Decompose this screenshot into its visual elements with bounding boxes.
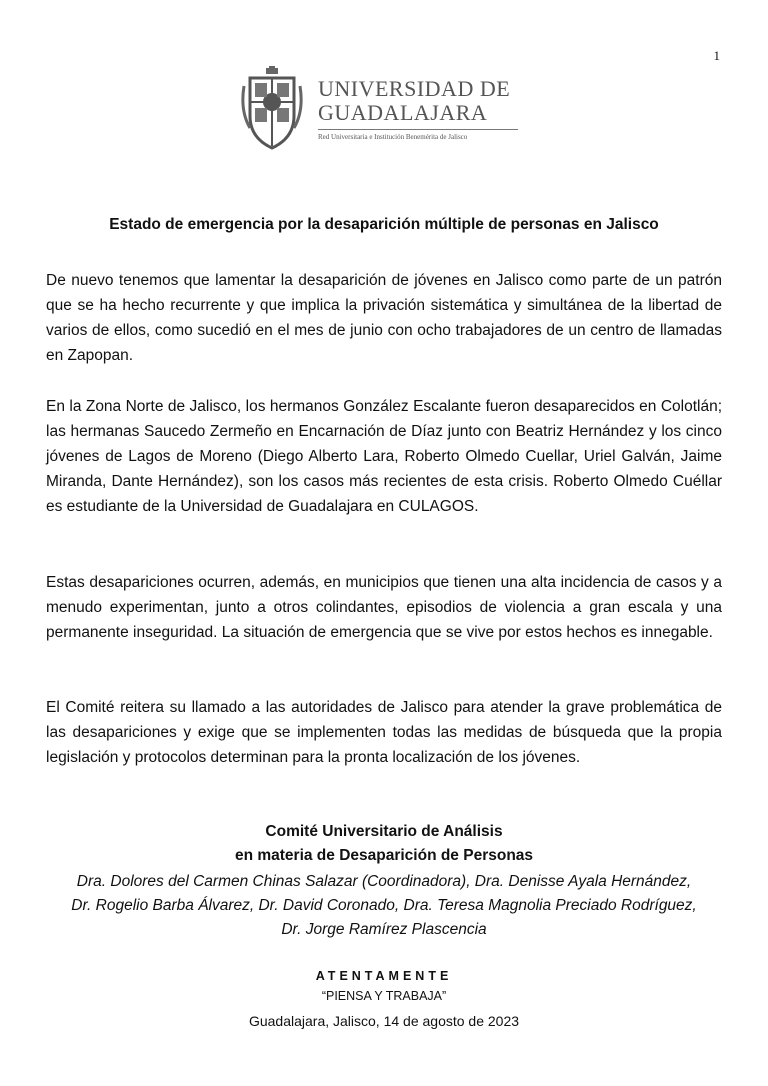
- university-seal-icon: [240, 66, 304, 152]
- signature-block: [46, 820, 722, 942]
- body-paragraph-3: Estas desapariciones ocurren, además, en municipios que tienen una alta incidencia de casos y a menudo experimentan, junto a otros colindantes, episodios de violencia a gran escala y una permanente inseguridad. La situación de emergencia que se vive por estos hechos es innegable.: [46, 574, 722, 641]
- university-motto: “PIENSA Y TRABAJA”: [321, 989, 447, 1003]
- committee-name-line1: Comité Universitario de Análisis: [265, 823, 503, 840]
- university-name-line2: GUADALAJARA: [318, 100, 488, 125]
- letterhead-divider: [318, 129, 518, 130]
- closing-salutation: ATENTAMENTE: [315, 969, 453, 983]
- page-number: 1: [713, 48, 720, 63]
- document-title: Estado de emergencia por la desaparición múltiple de personas en Jalisco: [109, 216, 659, 233]
- university-tagline: Red Universitaria e Institución Benemérita de Jalisco: [318, 133, 468, 141]
- university-name-line1: UNIVERSIDAD DE: [318, 76, 511, 101]
- body-paragraph-2: En la Zona Norte de Jalisco, los hermanos González Escalante fueron desaparecidos en Colotlán; las hermanas Saucedo Zermeño en Encarnación de Díaz junto con Beatriz Hernández y los cinco jóvenes de Lagos de Moreno (Diego Alberto Lara, Roberto Olmedo Cuellar, Uriel Galván, Jaime Miranda, Dante Hernández), son los casos más recientes de esta crisis. Roberto Olmedo Cuéllar es estudiante de la Universidad de Guadalajara en CULAGOS.: [46, 398, 722, 515]
- body-paragraph-4: El Comité reitera su llamado a las autoridades de Jalisco para atender la grave problemática de las desapariciones y exige que se implementen todas las medidas de búsqueda que la propia legislación y protocolos determinan para la pronta localización de los jóvenes.: [46, 699, 722, 766]
- place-and-date: Guadalajara, Jalisco, 14 de agosto de 2023: [248, 1013, 520, 1029]
- committee-members: Dra. Dolores del Carmen Chinas Salazar (Coordinadora), Dra. Denisse Ayala Hernández, Dr. Rogelio Barba Álvarez, Dr. David Coronado, Dra. Teresa Magnolia Preciado Rodríguez, Dr. Jorge Ramírez Plascencia: [71, 873, 697, 938]
- committee-name-line2: en materia de Desaparición de Personas: [234, 847, 534, 864]
- body-paragraph-1: De nuevo tenemos que lamentar la desaparición de jóvenes en Jalisco como parte de un patrón que se ha hecho recurrente y que implica la privación sistemática y simultánea de la libertad de varios de ellos, como sucedió en el mes de junio con ocho trabajadores de un centro de llamadas en Zapopan.: [46, 272, 722, 364]
- letterhead: [240, 66, 518, 152]
- closing-block: [46, 966, 722, 1034]
